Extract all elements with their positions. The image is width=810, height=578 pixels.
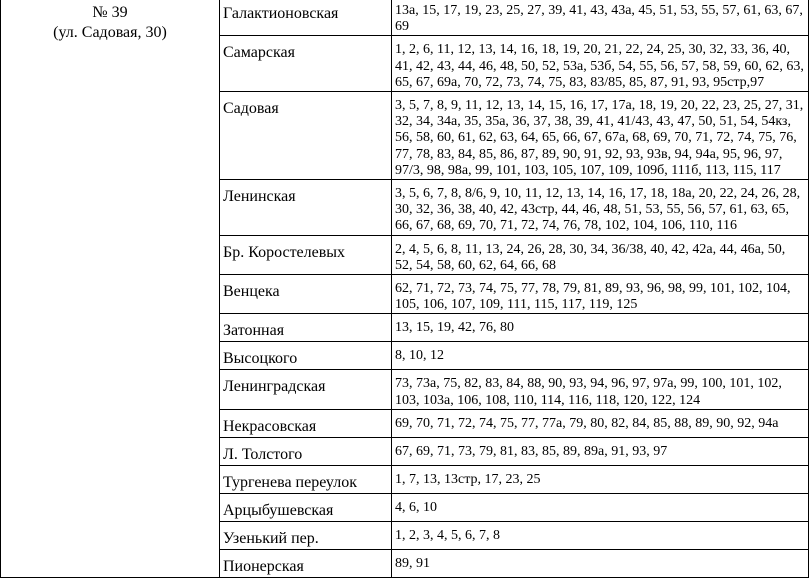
house-numbers: 3, 5, 7, 8, 9, 11, 12, 13, 14, 15, 16, 17, 17а, 18, 19, 20, 22, 23, 25, 27, 31, 32, 34, 34а, 35, 35а, 36, 37, 38, 39, 41, 41/43, 43, 47, 50, 51, 54, 54кз, 56, 58, 60, 61, 62, 63, 64, 65, 66, 67, 67а, 68, 69, 70, 71, 72, 74, 75, 76, 77, 78, 83, 84, 85, 86, 87, 89, 90, 91, 92, 93, 93в, 94, 94а, 95, 96, 97, 97/3, 98, 98а, 99, 101, 103, 105, 107, 109, 109б, 111б, 113, 115, 117	[392, 92, 809, 180]
street-name: Садовая	[220, 92, 392, 180]
house-numbers: 13, 15, 19, 42, 76, 80	[392, 314, 809, 342]
street-name: Галактионовская	[220, 0, 392, 36]
street-name: Узенький пер.	[220, 521, 392, 549]
house-numbers: 67, 69, 71, 73, 79, 81, 83, 85, 89, 89а, 91, 93, 97	[392, 437, 809, 465]
house-numbers: 8, 10, 12	[392, 342, 809, 370]
house-numbers: 73, 73а, 75, 82, 83, 84, 88, 90, 93, 94, 96, 97, 97а, 99, 100, 101, 102, 103, 103а, 106, 108, 110, 114, 116, 118, 120, 122, 124	[392, 370, 809, 409]
table-row	[1, 0, 809, 36]
house-numbers: 13а, 15, 17, 19, 23, 25, 27, 39, 41, 43, 43а, 45, 51, 53, 55, 57, 61, 63, 67, 69	[392, 0, 809, 36]
house-numbers: 89, 91	[392, 549, 809, 577]
district-number: № 39	[92, 4, 128, 21]
house-numbers: 3, 5, 6, 7, 8, 8/6, 9, 10, 11, 12, 13, 14, 16, 17, 18, 18а, 20, 22, 24, 26, 28, 30, 32, 36, 38, 40, 42, 43стр, 44, 46, 48, 51, 53, 55, 56, 57, 61, 63, 65, 66, 67, 68, 69, 70, 71, 72, 74, 76, 78, 102, 104, 106, 110, 116	[392, 180, 809, 236]
street-name: Некрасовская	[220, 409, 392, 437]
house-numbers: 69, 70, 71, 72, 74, 75, 77, 77а, 79, 80, 82, 84, 85, 88, 89, 90, 92, 94а	[392, 409, 809, 437]
house-numbers: 2, 4, 5, 6, 8, 11, 13, 24, 26, 28, 30, 34, 36/38, 40, 42, 42а, 44, 46а, 50, 52, 54, 58, 60, 62, 64, 66, 68	[392, 235, 809, 274]
house-numbers: 1, 7, 13, 13стр, 17, 23, 25	[392, 465, 809, 493]
house-numbers: 1, 2, 3, 4, 5, 6, 7, 8	[392, 521, 809, 549]
house-numbers: 4, 6, 10	[392, 493, 809, 521]
street-name: Самарская	[220, 36, 392, 92]
house-numbers: 62, 71, 72, 73, 74, 75, 77, 78, 79, 81, 89, 93, 96, 98, 99, 101, 102, 104, 105, 106, 107, 109, 111, 115, 117, 119, 125	[392, 275, 809, 314]
street-name: Венцека	[220, 275, 392, 314]
house-numbers: 1, 2, 6, 11, 12, 13, 14, 16, 18, 19, 20, 21, 22, 24, 25, 30, 32, 33, 36, 40, 41, 42, 43, 44, 46, 48, 50, 52, 53а, 53б, 54, 55, 56, 57, 58, 59, 60, 62, 63, 65, 67, 69а, 70, 72, 73, 74, 75, 83, 83/85, 85, 87, 91, 93, 95стр,97	[392, 36, 809, 92]
district-cell	[1, 0, 220, 577]
street-name: Л. Толстого	[220, 437, 392, 465]
street-name: Ленинская	[220, 180, 392, 236]
streets-table-body	[1, 0, 809, 577]
street-name: Арцыбушевская	[220, 493, 392, 521]
street-name: Затонная	[220, 314, 392, 342]
street-name: Пионерская	[220, 549, 392, 577]
district-address: (ул. Садовая, 30)	[53, 24, 167, 41]
street-name: Бр. Коростелевых	[220, 235, 392, 274]
street-name: Тургенева переулок	[220, 465, 392, 493]
street-name: Ленинградская	[220, 370, 392, 409]
street-name: Высоцкого	[220, 342, 392, 370]
